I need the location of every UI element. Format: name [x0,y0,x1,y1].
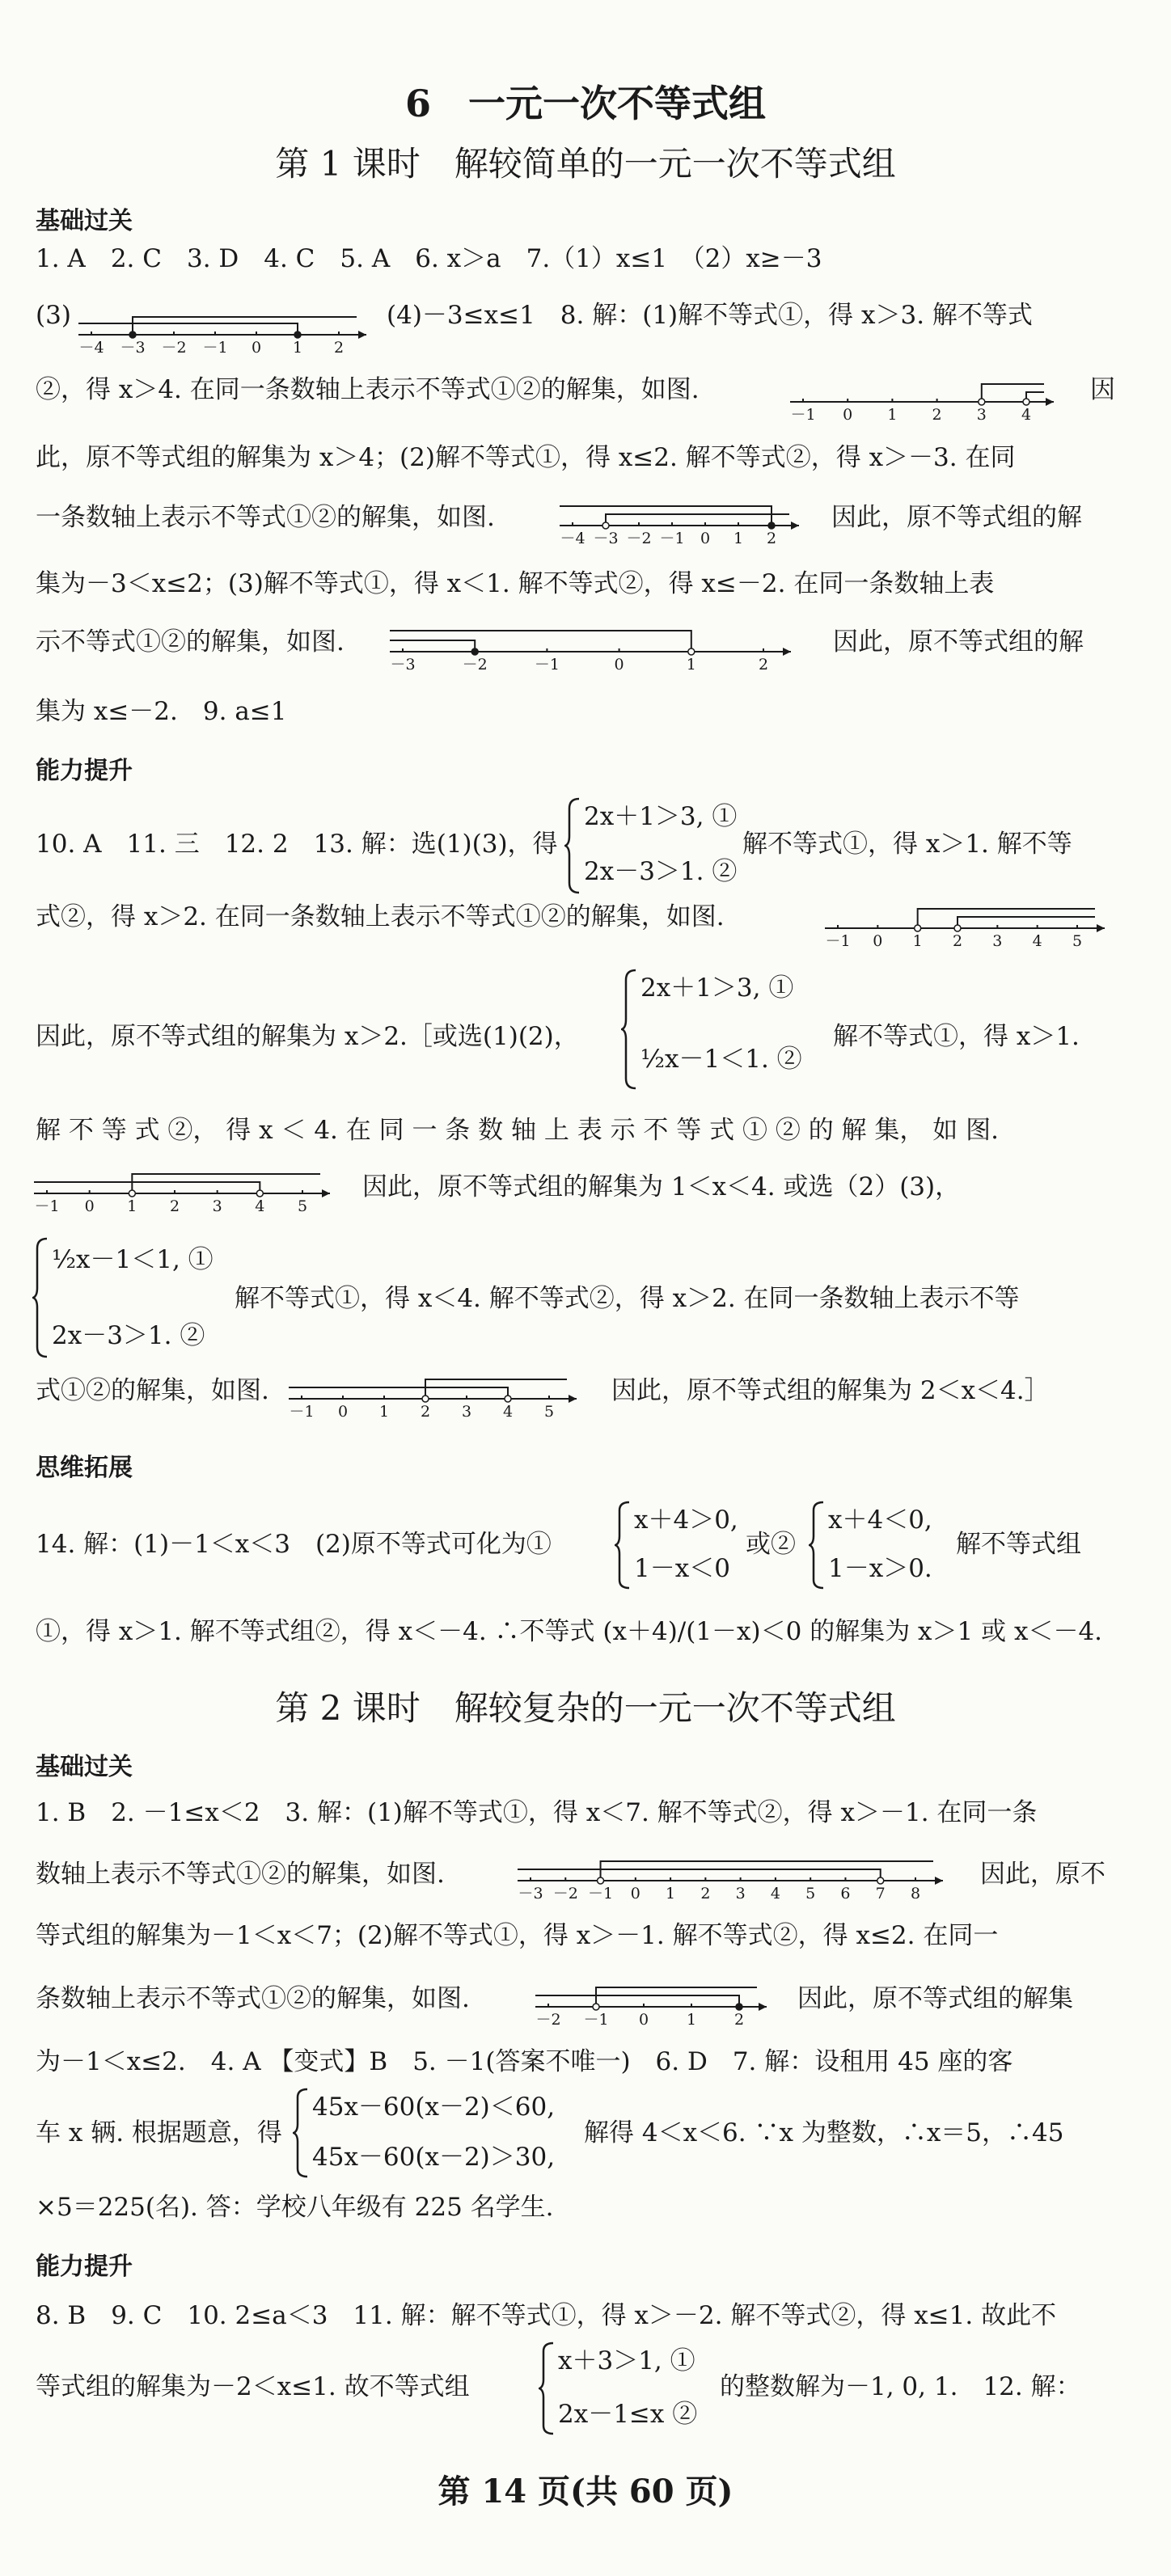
page-footer: 第 14 页(共 60 页) [438,2473,733,2511]
tick-label: 0 [700,530,711,547]
answer-line: (3) [36,301,71,330]
answer-line: 数轴上表示不等式①②的解集，如图. [36,1860,445,1889]
closed-dot [294,332,301,338]
tick-label: 0 [251,339,262,357]
answer-line: ①，得 x＞1. 解不等式组②，得 x＜－4. ∴不等式 (x＋4)/(1－x)＜0 的解集为 x＞1 或 x＜－4. [36,1617,1103,1646]
lesson-2-title: 第 2 课时 解较复杂的一元一次不等式组 [275,1688,896,1728]
tick-label: 1 [912,932,923,950]
brace [621,969,637,1090]
system-eq: 2x＋1＞3, ① [640,973,794,1003]
tick-label: 4 [255,1197,265,1215]
system-eq: 2x－1≤x ② [558,2400,698,2429]
solution-bar [601,1861,933,1881]
solution-bar [560,506,772,526]
solution-bar [958,917,1095,928]
tick-label: －2 [626,530,652,547]
tick-label: 3 [976,406,987,424]
section-ability-1: 能力提升 [36,757,133,785]
tick-label: 3 [212,1197,222,1215]
solution-bar [518,1869,881,1881]
tick-label: 2 [952,932,963,950]
tick-label: 2 [733,2011,745,2029]
number-line-q8-2 [558,490,801,548]
system-eq: 45x－60(x－2)＜60, [312,2092,556,2122]
solution-bar [918,909,1095,928]
axis-arrow [935,1877,943,1885]
answer-line: ×5＝225(名). 答：学校八年级有 225 名学生. [36,2193,554,2222]
tick-label: －1 [587,1885,614,1902]
open-dot [598,1877,604,1884]
system-eq: x＋3＞1, ① [558,2346,695,2375]
answer-line: 解得 4＜x＜6. ∵x 为整数，∴x＝5，∴45 [584,2118,1064,2147]
answer-line: 示不等式①②的解集，如图. [36,627,345,657]
axis-arrow [783,648,791,656]
answer-line: 集为－3＜x≤2；(3)解不等式①，得 x＜1. 解不等式②，得 x≤－2. 在同一条数轴上表 [36,569,995,598]
tick-label: 2 [333,339,345,357]
number-line-q8-1 [788,368,1055,424]
tick-label: 3 [992,932,1003,950]
system-eq: 45x－60(x－2)＞30, [312,2143,556,2172]
answer-line: 因此，原不等式组的解集 [797,1984,1073,2013]
tick-label: －2 [161,339,187,357]
closed-dot [768,522,775,529]
tick-label: －3 [120,339,146,357]
answer-line: 车 x 辆. 根据题意，得 [36,2118,282,2147]
open-dot [979,399,985,405]
tick-label: 2 [932,406,942,424]
answer-line: 因此，原不等式组的解集为 1＜x＜4. 或选（2）(3)， [362,1172,961,1201]
answer-line: 因此，原不等式组的解 [833,627,1084,657]
answer-line: 因此，原不等式组的解集为 x＞2.［或选(1)(2)， [36,1022,579,1051]
tick-label: －3 [390,656,416,674]
open-dot [422,1396,429,1402]
tick-label: 1 [292,339,303,357]
tick-label: 3 [461,1403,472,1421]
section-ability-2: 能力提升 [36,2253,133,2281]
brace [539,2342,555,2435]
number-line-q13-2 [32,1158,332,1216]
number-line-l2-q3-2 [534,1971,768,2029]
answer-line: 等式组的解集为－2＜x≤1. 故不等式组 [36,2372,470,2401]
answer-line: 条数轴上表示不等式①②的解集，如图. [36,1984,470,2013]
section-basic-1: 基础过关 [36,207,133,235]
tick-label: －1 [659,530,685,547]
open-dot [129,1190,135,1197]
number-line-q7 [77,293,368,357]
tick-label: －1 [289,1403,315,1421]
tick-label: 1 [733,530,744,547]
number-line-q13-1 [823,893,1106,951]
answer-line: 式①②的解集，如图. [36,1376,269,1405]
answer-line: 解 不 等 式 ②， 得 x ＜ 4. 在 同 一 条 数 轴 上 表 示 不 等 式 ① ② 的 解 集， 如 图. [36,1116,999,1145]
axis-arrow [791,522,799,530]
open-dot [877,1877,884,1884]
tick-label: 2 [700,1885,711,1902]
tick-label: 0 [873,932,883,950]
system-eq: 2x－3＞1. ② [52,1321,205,1350]
brace [32,1237,49,1358]
tick-label: 5 [543,1403,555,1421]
tick-label: 1 [887,406,898,424]
answer-line: 因此，原不 [980,1860,1105,1889]
tick-label: 1 [378,1403,390,1421]
axis-arrow [1046,398,1054,406]
chapter-title: 6 一元一次不等式组 [404,82,766,125]
tick-label: 2 [169,1197,180,1215]
closed-dot [471,648,478,655]
system-eq: x＋4＞0, [634,1505,738,1535]
open-dot [505,1396,511,1402]
answer-line: 为－1＜x≤2. 4. A 【变式】B 5. －1(答案不唯一) 6. D 7. 解：设租用 45 座的客 [36,2047,1013,2076]
tick-label: 5 [297,1197,308,1215]
answer-line: 式②，得 x＞2. 在同一条数轴上表示不等式①②的解集，如图. [36,902,725,931]
tick-label: －3 [593,530,619,547]
brace [615,1501,631,1590]
lesson-1-title: 第 1 课时 解较简单的一元一次不等式组 [275,144,896,184]
system-eq: x＋4＜0, [828,1505,932,1535]
tick-label: 1 [686,2011,697,2029]
answer-line: 14. 解：(1)－1＜x＜3 (2)原不等式可化为① [36,1530,552,1559]
tick-label: 0 [614,656,624,674]
tick-label: －4 [78,339,104,357]
solution-bar [596,1987,757,2007]
tick-label: －1 [34,1197,60,1215]
tick-label: 0 [638,2011,649,2029]
tick-label: 0 [630,1885,640,1902]
tick-label: 0 [84,1197,95,1215]
system-eq: 2x＋1＞3, ① [584,802,738,831]
section-basic-2: 基础过关 [36,1753,133,1781]
tick-label: 7 [875,1885,886,1902]
open-dot [915,925,921,931]
answer-line: 因此，原不等式组的解集为 2＜x＜4.］ [611,1376,1050,1405]
tick-label: 1 [666,1885,676,1902]
tick-label: 6 [840,1885,851,1902]
tick-label: 2 [758,656,769,674]
open-dot [688,648,695,655]
answer-line: 或② [746,1530,796,1559]
tick-label: 3 [735,1885,746,1902]
open-dot [256,1190,263,1197]
solution-bar [425,1379,567,1399]
answer-line: (4)－3≤x≤1 8. 解：(1)解不等式①，得 x＞3. 解不等式 [387,301,1033,330]
axis-arrow [1097,924,1105,932]
answer-line: 的整数解为－1, 0, 1. 12. 解： [720,2372,1081,2401]
system-eq: ½x－1＜1, ① [52,1245,213,1274]
solution-bar [606,514,789,526]
closed-dot [736,2004,742,2010]
tick-label: －3 [518,1885,543,1902]
solution-bar [132,1174,320,1193]
open-dot [954,925,961,931]
tick-label: 0 [843,406,853,424]
tick-label: 8 [910,1885,921,1902]
tick-label: －1 [534,656,560,674]
solution-bar [78,323,298,335]
answer-line: 8. B 9. C 10. 2≤a＜3 11. 解：解不等式①，得 x＞－2. 解不等式②，得 x≤1. 故此不 [36,2301,1057,2330]
system-eq: 2x－3＞1. ② [584,857,738,886]
tick-label: －4 [560,530,586,547]
tick-label: 5 [805,1885,816,1902]
tick-label: －1 [583,2011,609,2029]
tick-label: 4 [1032,932,1042,950]
number-line-q8-3 [388,613,793,674]
open-dot [602,522,609,529]
brace [809,1501,825,1590]
tick-label: －1 [202,339,228,357]
answer-line: 解不等式①，得 x＜4. 解不等式②，得 x＞2. 在同一条数轴上表示不等 [235,1284,1020,1313]
system-eq: ½x－1＜1. ② [640,1045,802,1074]
answer-line: 解不等式组 [956,1530,1081,1559]
answer-line: 此，原不等式组的解集为 x＞4；(2)解不等式①，得 x≤2. 解不等式②，得 x＞－3. 在同 [36,443,1016,472]
answer-line: 10. A 11. 三 12. 2 13. 解：选(1)(3)，得 [36,830,558,859]
tick-label: －2 [535,2011,561,2029]
axis-arrow [322,1189,330,1197]
number-line-q13-3 [287,1363,578,1421]
tick-label: 2 [420,1403,431,1421]
tick-label: 1 [127,1197,137,1215]
answer-line: 集为 x≤－2. 9. a≤1 [36,697,287,726]
answer-line: 等式组的解集为－1＜x＜7；(2)解不等式①，得 x＞－1. 解不等式②，得 x≤2. 在同一 [36,1921,999,1950]
system-eq: 1－x＜0 [634,1554,730,1583]
axis-arrow [569,1395,577,1403]
answer-line: 解不等式①，得 x＞1. [833,1022,1080,1051]
answer-line: ②，得 x＞4. 在同一条数轴上表示不等式①②的解集，如图. [36,375,700,404]
number-line-l2-q3-1 [516,1845,945,1903]
axis-arrow [358,331,366,339]
tick-label: －2 [552,1885,578,1902]
tick-label: －2 [462,656,488,674]
system-eq: 1－x＞0. [828,1554,932,1583]
tick-label: 0 [337,1403,349,1421]
open-dot [1023,399,1029,405]
brace [293,2088,309,2178]
open-dot [593,2004,599,2010]
answer-line: 解不等式①，得 x＞1. 解不等 [742,830,1072,859]
section-thinking: 思维拓展 [36,1454,133,1482]
tick-label: 4 [1021,406,1032,424]
closed-dot [129,332,136,338]
solution-bar [535,1995,739,2007]
solution-bar [289,1387,508,1399]
tick-label: 2 [766,530,777,547]
tick-label: 1 [686,656,696,674]
axis-arrow [759,2003,767,2011]
answer-line: 因此，原不等式组的解 [831,503,1082,532]
answer-line: 一条数轴上表示不等式①②的解集，如图. [36,503,495,532]
tick-label: 4 [502,1403,514,1421]
tick-label: －1 [790,406,816,424]
answer-line: 因 [1090,375,1115,404]
solution-bar [133,317,357,335]
tick-label: 5 [1072,932,1083,950]
tick-label: －1 [825,932,851,950]
answer-line: 1. A 2. C 3. D 4. C 5. A 6. x＞a 7.（1）x≤1 （2）x≥－3 [36,244,822,273]
answer-line: 1. B 2. －1≤x＜2 3. 解：(1)解不等式①，得 x＜7. 解不等式②，得 x＞－1. 在同一条 [36,1798,1038,1827]
solution-bar [34,1182,260,1193]
brace [564,797,581,894]
tick-label: 4 [770,1885,780,1902]
